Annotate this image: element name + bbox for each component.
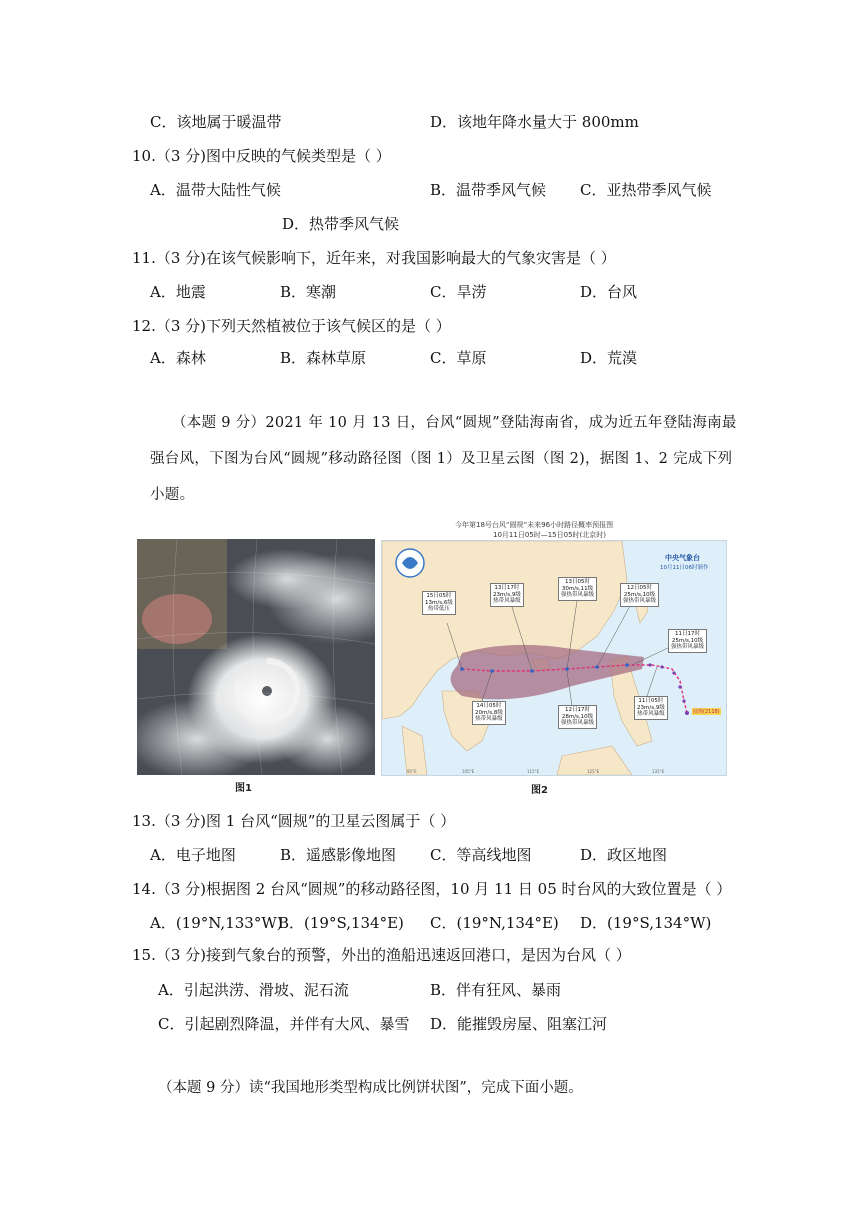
q15-option-c: C．引起剧烈降温，并伴有大风、暴雪 <box>158 1015 410 1033</box>
q11-option-c: C．旱涝 <box>430 283 487 301</box>
svg-text:105°E: 105°E <box>462 769 475 774</box>
q11-option-a: A．地震 <box>150 283 206 301</box>
q10-option-b: B．温带季风气候 <box>430 181 547 199</box>
track-label-12d05: 12日05时 25m/s,10级 强热带风暴级 <box>620 583 659 607</box>
q14-option-b: B．(19°S,134°E) <box>278 914 404 932</box>
q10-option-d: D．热带季风气候 <box>282 215 400 233</box>
q13-option-a: A．电子地图 <box>150 846 236 864</box>
q12-stem: 12.（3 分)下列天然植被位于该气候区的是（ ） <box>132 317 451 335</box>
section-intro-typhoon: （本题 9 分）2021 年 10 月 13 日，台风“圆规”登陆海南省，成为近五年登陆海南最强台风，下图为台风“圆规”移动路径图（图 1）及卫星云图（图 2)，据图 1、2 完成下列小题。 <box>150 415 737 503</box>
q9-option-c: C．该地属于暖温带 <box>150 113 282 131</box>
q12-option-d: D．荒漠 <box>580 349 638 367</box>
svg-text:115°E: 115°E <box>527 769 540 774</box>
typhoon-track-map <box>381 540 727 776</box>
figure-2-caption: 图2 <box>531 785 548 796</box>
q11-option-b: B．寒潮 <box>280 283 337 301</box>
track-label-11d17: 11日17时 25m/s,10级 强热带风暴级 <box>668 629 707 653</box>
track-label-13d05: 13日05时 30m/s,11级 强热带风暴级 <box>558 577 597 601</box>
q14-option-a: A．(19°N,133°W) <box>150 914 283 932</box>
q10-option-c: C．亚热带季风气候 <box>580 181 712 199</box>
svg-text:135°E: 135°E <box>652 769 665 774</box>
q10-option-a: A．温带大陆性气候 <box>150 181 281 199</box>
map-subtitle: 10月11日05时—15日05时(北京时) <box>493 531 606 539</box>
q14-stem: 14.（3 分)根据图 2 台风“圆规”的移动路径图，10 月 11 日 05 时台风的大致位置是（ ） <box>132 880 732 898</box>
q15-option-a: A．引起洪涝、滑坡、泥石流 <box>158 981 349 999</box>
q12-option-a: A．森林 <box>150 349 206 367</box>
map-title: 今年第18号台风“圆规”未来96小时路径概率预报图 <box>455 521 614 529</box>
svg-text:125°E: 125°E <box>587 769 600 774</box>
q11-option-d: D．台风 <box>580 283 638 301</box>
figure-1-caption: 图1 <box>235 783 252 794</box>
q11-stem: 11.（3 分)在该气候影响下，近年来，对我国影响最大的气象灾害是（ ） <box>132 249 616 267</box>
satellite-cloud-image <box>137 539 375 775</box>
q9-option-d: D．该地年降水量大于 800mm <box>430 113 639 131</box>
track-label-15d05: 15日05时 13m/s,6级 热带低压 <box>422 591 456 615</box>
svg-text:95°E: 95°E <box>407 769 417 774</box>
q15-stem: 15.（3 分)接到气象台的预警，外出的渔船迅速返回港口，是因为台风（ ） <box>132 946 631 964</box>
q14-option-c: C．(19°N,134°E) <box>430 914 559 932</box>
q13-stem: 13.（3 分)图 1 台风“圆规”的卫星云图属于（ ） <box>132 812 456 830</box>
q13-option-b: B．遥感影像地图 <box>280 846 397 864</box>
map-agency: 中央气象台 <box>665 554 700 562</box>
q10-stem: 10.（3 分)图中反映的气候类型是（ ） <box>132 147 391 165</box>
track-label-14d05: 14日05时 20m/s,8级 热带风暴级 <box>472 701 506 725</box>
track-label-13d17: 13日17时 23m/s,9级 热带风暴级 <box>490 583 524 607</box>
q15-option-d: D．能摧毁房屋、阻塞江河 <box>430 1015 608 1033</box>
q13-option-c: C．等高线地图 <box>430 846 532 864</box>
map-issued-time: 10月11日06时制作 <box>660 565 709 571</box>
typhoon-name-label: 圆规(2118) <box>693 709 720 715</box>
q12-option-b: B．森林草原 <box>280 349 367 367</box>
q14-option-d: D．(19°S,134°W) <box>580 914 712 932</box>
q13-option-d: D．政区地图 <box>580 846 668 864</box>
q12-option-c: C．草原 <box>430 349 487 367</box>
track-label-11d05: 11日05时 23m/s,9级 热带风暴级 <box>634 696 668 720</box>
track-label-12d17: 12日17时 28m/s,10级 强热带风暴级 <box>558 705 597 729</box>
q15-option-b: B．伴有狂风、暴雨 <box>430 981 562 999</box>
section-intro-landform: （本题 9 分）读“我国地形类型构成比例饼状图”，完成下面小题。 <box>158 1080 583 1096</box>
